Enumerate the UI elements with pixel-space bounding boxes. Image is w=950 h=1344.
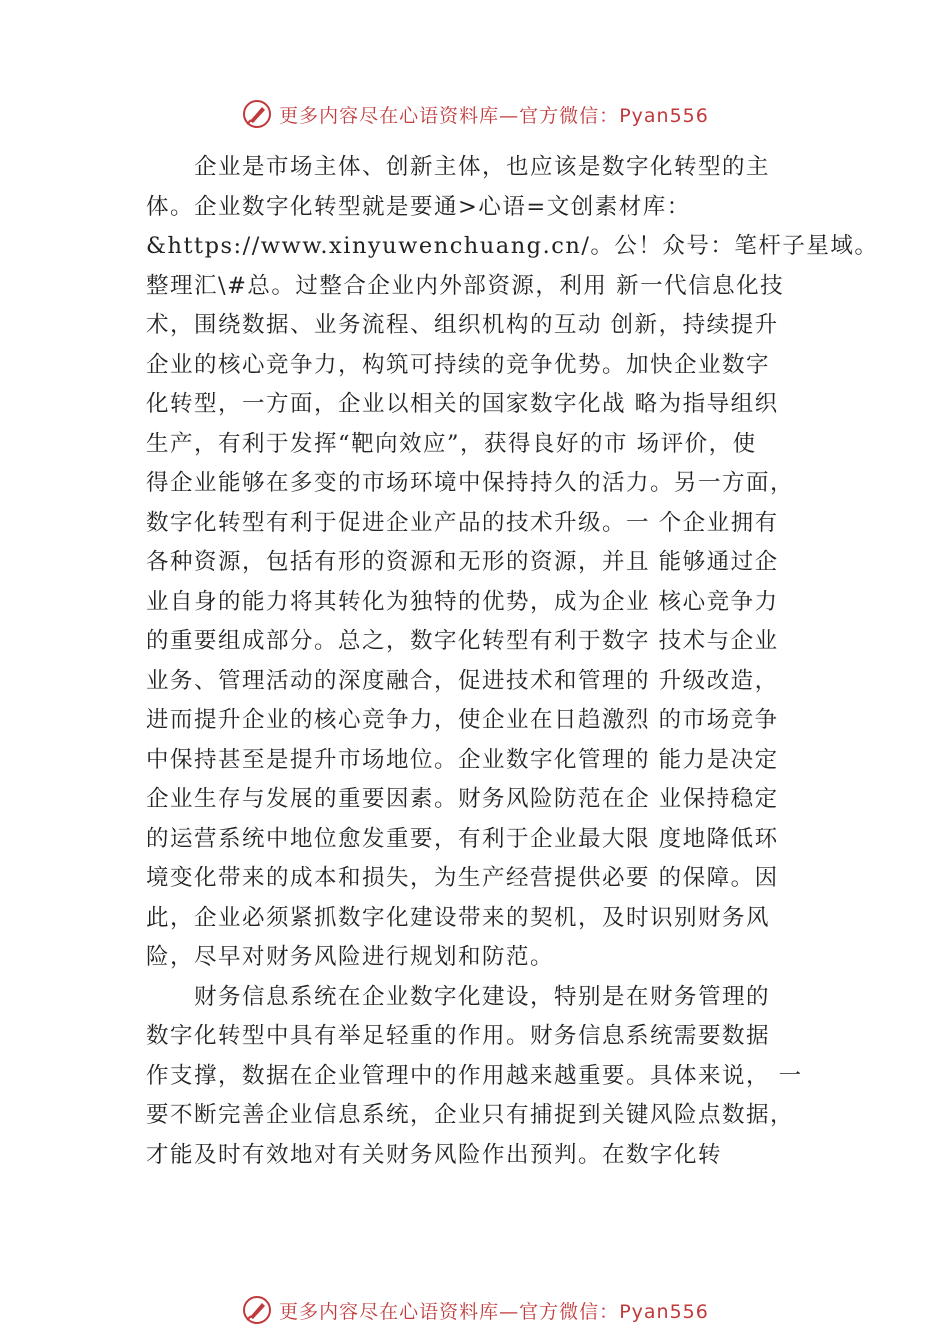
footer-banner	[0, 1290, 950, 1330]
text-line: 中保持甚至是提升市场地位。企业数字化管理的 能力是决定	[146, 746, 779, 773]
text-line: 境变化带来的成本和损失，为生产经营提供必要 的保障。因	[146, 865, 779, 891]
text-line: 生产，有利于发挥“靶向效应”，获得良好的市 场评价，使	[146, 430, 757, 457]
text-line: 得企业能够在多变的市场环境中保持持久的活力。另一方面，	[146, 470, 795, 496]
text-line: 数字化转型有利于促进企业产品的技术升级。一 个企业拥有	[146, 509, 779, 536]
banner-wechat-id: Pyan556	[619, 1300, 709, 1323]
text-line: 企业的核心竞争力，构筑可持续的竞争优势。加快企业数字	[146, 351, 771, 378]
banner-wechat-id: Pyan556	[619, 104, 709, 127]
banner-title: 更多内容尽在心语资料库	[279, 1300, 500, 1323]
text-line: 整理汇\#总。过整合企业内外部资源，利用 新一代信息化技	[146, 272, 785, 299]
text-line: 各种资源，包括有形的资源和无形的资源，并且 能够通过企	[146, 549, 779, 575]
pen-logo-icon	[241, 98, 273, 130]
banner-wechat-label: 官方微信：	[519, 104, 620, 127]
text-line: 业务、管理活动的深度融合，促进技术和管理的 升级改造，	[146, 667, 779, 694]
banner-dash: —	[499, 104, 520, 127]
text-line: 体。企业数字化转型就是要通>心语=文创素材库：	[146, 193, 691, 220]
text-line: 企业生存与发展的重要因素。财务风险防范在企 业保持稳定	[146, 786, 779, 812]
document-body	[146, 148, 879, 1175]
banner-dash: —	[499, 1300, 520, 1323]
text-line: 要不断完善企业信息系统，企业只有捕捉到关键风险点数据，	[146, 1102, 795, 1128]
text-line: 的重要组成部分。总之，数字化转型有利于数字 技术与企业	[146, 628, 779, 654]
text-line: 化转型，一方面，企业以相关的国家数字化战 略为指导组织	[146, 391, 779, 417]
paragraph-1	[146, 148, 879, 978]
banner-wechat-label: 官方微信：	[519, 1300, 620, 1323]
text-line: 的运营系统中地位愈发重要，有利于企业最大限 度地降低环	[146, 825, 779, 852]
banner-text	[279, 101, 709, 128]
text-line: 企业是市场主体、创新主体，也应该是数字化转型的主	[146, 154, 771, 180]
text-line: 进而提升企业的核心竞争力，使企业在日趋激烈 的市场竞争	[146, 707, 779, 733]
text-line: 数字化转型中具有举足轻重的作用。财务信息系统需要数据	[146, 1023, 771, 1049]
text-line: 作支撑，数据在企业管理中的作用越来越重要。具体来说， 一	[146, 1062, 803, 1089]
text-line: 术，围绕数据、业务流程、组织机构的互动 创新，持续提升	[146, 312, 779, 338]
text-line: 此，企业必须紧抓数字化建设带来的契机，及时识别财务风	[146, 904, 771, 931]
text-line: &https://www.xinyuwenchuang.cn/。公！众号：笔杆子星域。	[146, 233, 879, 259]
text-line: 业自身的能力将其转化为独特的优势，成为企业 核心竞争力	[146, 588, 779, 615]
text-line: 财务信息系统在企业数字化建设，特别是在财务管理的	[146, 983, 771, 1010]
text-line: 险，尽早对财务风险进行规划和防范。	[146, 944, 555, 970]
banner-title: 更多内容尽在心语资料库	[279, 104, 500, 127]
text-line: 才能及时有效地对有关财务风险作出预判。在数字化转	[146, 1141, 723, 1168]
paragraph-2	[146, 978, 826, 1176]
banner-text	[279, 1297, 709, 1324]
header-banner	[0, 94, 950, 134]
pen-logo-icon	[241, 1294, 273, 1326]
